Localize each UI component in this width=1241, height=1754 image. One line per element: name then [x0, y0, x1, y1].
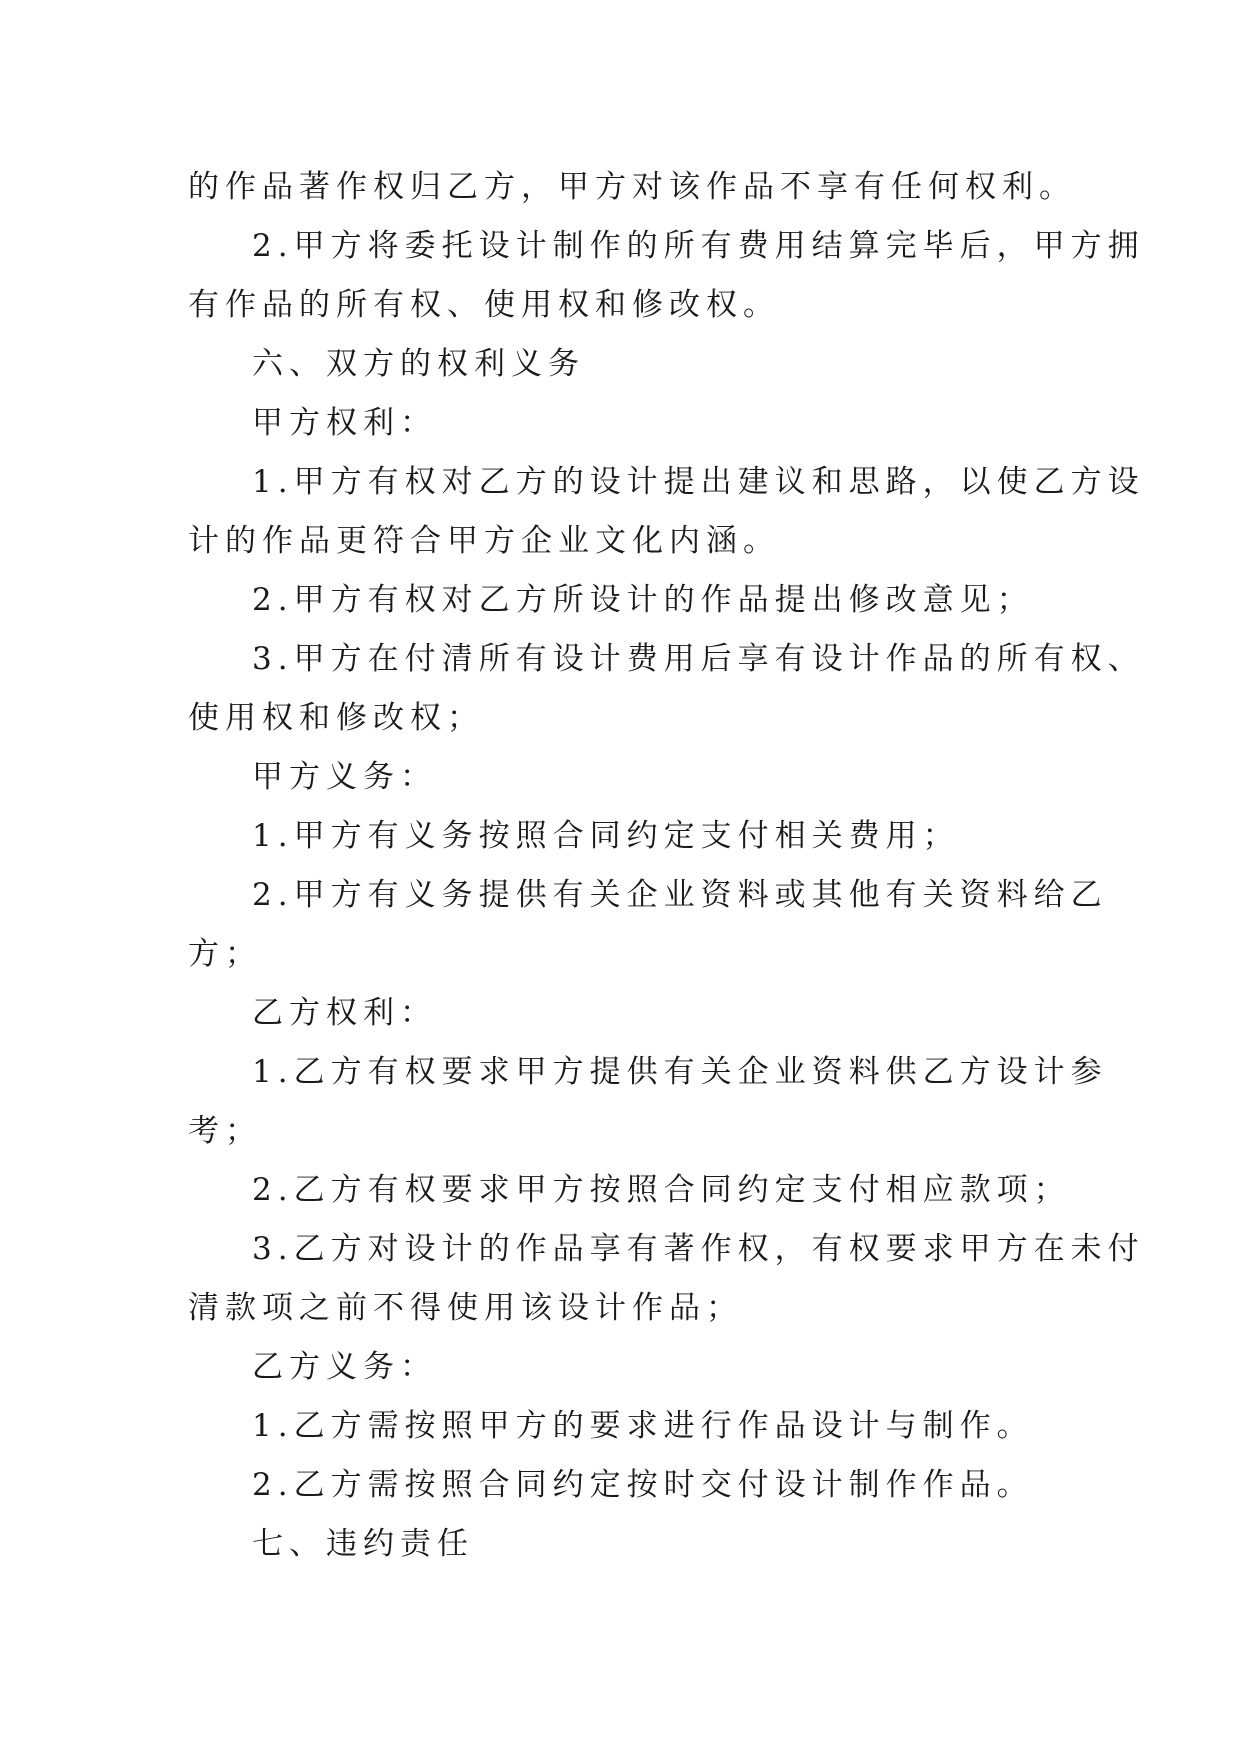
subsection-heading: 乙方义务： — [252, 1349, 437, 1385]
text-line: 2.乙方有权要求甲方按照合同约定支付相应款项； — [252, 1172, 1071, 1208]
text-line: 有作品的所有权、使用权和修改权。 — [188, 287, 780, 323]
section-heading: 六、双方的权利义务 — [252, 346, 585, 382]
subsection-heading: 乙方权利： — [252, 995, 437, 1031]
text-line: 1.甲方有义务按照合同约定支付相关费用； — [252, 818, 960, 854]
text-line: 的作品著作权归乙方，甲方对该作品不享有任何权利。 — [188, 169, 1076, 205]
text-line: 2.甲方将委托设计制作的所有费用结算完毕后，甲方拥 — [252, 228, 1145, 264]
section-heading: 七、违约责任 — [252, 1526, 474, 1562]
subsection-heading: 甲方权利： — [252, 405, 437, 441]
text-line: 使用权和修改权； — [188, 700, 484, 736]
text-line: 考； — [188, 1113, 262, 1149]
text-line: 3.甲方在付清所有设计费用后享有设计作品的所有权、 — [252, 641, 1145, 677]
text-line: 1.乙方需按照甲方的要求进行作品设计与制作。 — [252, 1408, 1034, 1444]
text-line: 方； — [188, 936, 262, 972]
text-line: 3.乙方对设计的作品享有著作权，有权要求甲方在未付 — [252, 1231, 1145, 1267]
text-line: 1.甲方有权对乙方的设计提出建议和思路，以使乙方设 — [252, 464, 1145, 500]
document-page — [188, 158, 1145, 1574]
text-line: 清款项之前不得使用该设计作品； — [188, 1290, 743, 1326]
text-line: 2.甲方有权对乙方所设计的作品提出修改意见； — [252, 582, 1034, 618]
text-line: 2.乙方需按照合同约定按时交付设计制作作品。 — [252, 1467, 1034, 1503]
text-line: 1.乙方有权要求甲方提供有关企业资料供乙方设计参 — [252, 1054, 1108, 1090]
text-line: 计的作品更符合甲方企业文化内涵。 — [188, 523, 780, 559]
subsection-heading: 甲方义务： — [252, 759, 437, 795]
text-line: 2.甲方有义务提供有关企业资料或其他有关资料给乙 — [252, 877, 1108, 913]
